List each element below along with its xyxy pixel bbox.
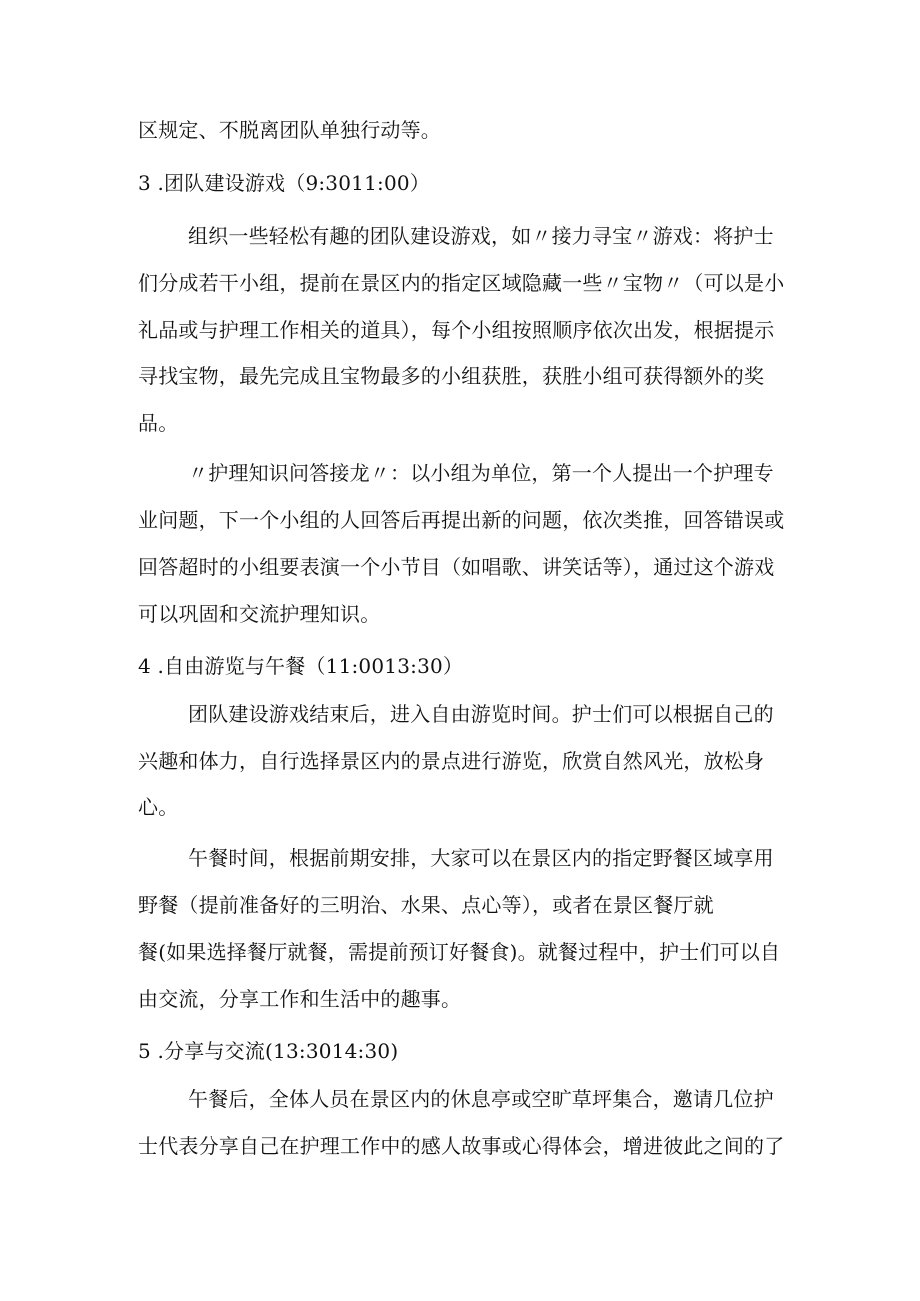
- paragraph-line: 组织一些轻松有趣的团队建设游戏，如〃接力寻宝〃游戏：将护士: [188, 224, 774, 248]
- section-heading: 4 .自由游览与午餐（11:0013:30）: [138, 654, 464, 678]
- paragraph-line: 由交流，分享工作和生活中的趣事。: [138, 987, 462, 1011]
- paragraph-line: 品。: [138, 411, 179, 435]
- paragraph-line: 士代表分享自己在护理工作中的感人故事或心得体会，增进彼此之间的了: [138, 1134, 785, 1158]
- section-heading: 5 .分享与交流(13:3014:30): [138, 1039, 399, 1063]
- paragraph-line: 午餐后，全体人员在景区内的休息亭或空旷草坪集合，邀请几位护: [188, 1087, 774, 1111]
- paragraph-line: 回答超时的小组要表演一个小节目（如唱歌、讲笑话等），通过这个游戏: [138, 555, 775, 579]
- paragraph-line: 餐(如果选择餐厅就餐，需提前预订好餐食)。就餐过程中，护士们可以自: [138, 940, 781, 964]
- paragraph-line: 〃护理知识问答接龙〃：以小组为单位，第一个人提出一个护理专: [188, 461, 774, 485]
- paragraph-line: 野餐（提前准备好的三明治、水果、点心等），或者在景区餐厅就: [138, 893, 714, 917]
- paragraph-line: 礼品或与护理工作相关的道具），每个小组按照顺序依次出发，根据提示: [138, 318, 775, 342]
- section-heading: 3 .团队建设游戏（9:3011:00）: [138, 171, 430, 195]
- paragraph-line: 寻找宝物，最先完成且宝物最多的小组获胜，获胜小组可获得额外的奖: [138, 364, 765, 388]
- paragraph-line: 业问题，下一个小组的人回答后再提出新的问题，依次类推，回答错误或: [138, 508, 785, 532]
- paragraph-line: 午餐时间，根据前期安排，大家可以在景区内的指定野餐区域享用: [188, 846, 774, 870]
- paragraph-line: 们分成若干小组，提前在景区内的指定区域隐藏一些〃宝物〃（可以是小: [138, 271, 785, 295]
- paragraph-line: 区规定、不脱离团队单独行动等。: [138, 118, 441, 142]
- paragraph-line: 兴趣和体力，自行选择景区内的景点进行游览，欣赏自然风光，放松身: [138, 749, 765, 773]
- paragraph-line: 心。: [138, 795, 179, 819]
- paragraph-line: 可以巩固和交流护理知识。: [138, 602, 381, 626]
- paragraph-line: 团队建设游戏结束后，进入自由游览时间。护士们可以根据自己的: [188, 702, 774, 726]
